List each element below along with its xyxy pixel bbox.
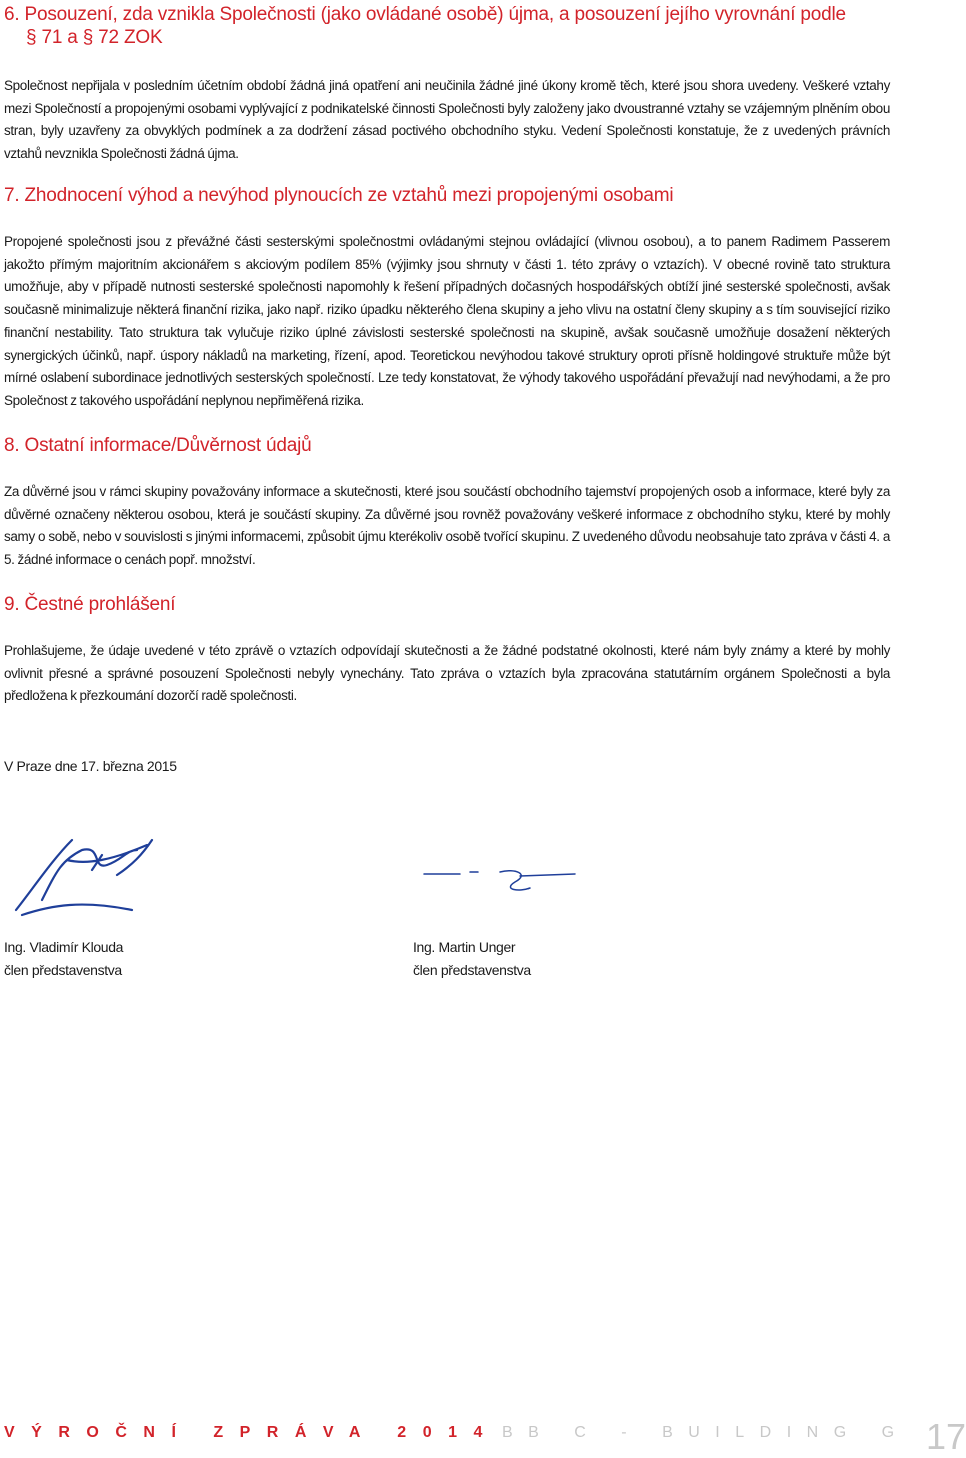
page-footer <box>4 1416 966 1457</box>
signatory-2-name: Ing. Martin Unger <box>413 939 516 955</box>
section-7-text: Propojené společnosti jsou z převážné části sesterskými společnostmi ovládanými stejnou ovládající (vlivnou osobou), a to panem Radimem Passerem jakožto přímým majoritním akcionářem s akciovým podílem 85% (výjimky jsou shrnuty v části 1. této zprávy o vztazích). V obecné rovině tato struktura umožňuje, aby v případě nutnosti sesterské společnosti napomohly k řešení případných dočasných hospodářských obtíží jiné sesterské společnosti, avšak současně minimalizuje některá finanční rizika, jako např. riziko úpadku některého člena skupiny a jeho vlivu na ostatní členy skupiny a s tím související riziko finanční nestability. Tato struktura tak vylučuje riziko úplné závislosti sesterské společnosti na skupině, avšak současně umožňuje dosažení některých synergických účinků, např. úspory nákladů na marketing, řízení, apod. Teoretickou nevýhodou takové struktury oproti přísně holdingové struktuře může být mírné oslabení subordinace jednotlivých sesterských společností. Lze tedy konstatovat, že výhody takového uspořádání převažují nad nevýhodami, a že pro Společnost z takového uspořádání neplynou nepřiměřená rizika. <box>4 234 890 408</box>
section-8-heading: 8. Ostatní informace/Důvěrnost údajů <box>4 435 312 456</box>
footer-report-title: VÝROČNÍ ZPRÁVA 2014 <box>4 1424 499 1441</box>
signatory-1-role: člen představenstva <box>4 962 122 978</box>
section-9-heading: 9. Čestné prohlášení <box>4 594 176 615</box>
footer-company-name: BB C - BUILDING G <box>502 1424 910 1441</box>
signature-unger <box>420 862 580 902</box>
section-9-text: Prohlašujeme, že údaje uvedené v této zprávě o vztazích odpovídají skutečnosti a že žádné podstatné okolnosti, které nám byly známy a které by mohly ovlivnit přesné a správné posouzení Společnosti nebyly vynechány. Tato zpráva o vztazích byla zpracována statutárním orgánem Společnosti a byla předložena k přezkoumání dozorčí radě společnosti. <box>4 643 890 704</box>
section-8-text: Za důvěrné jsou v rámci skupiny považovány informace a skutečnosti, které jsou součástí obchodního tajemství propojených osob a informace, které byly za důvěrné označeny některou osobou, která je součástí skupiny. Za důvěrné jsou rovněž považovány veškeré informace z obchodního styku, které by mohly samy o sobě, nebo v souvislosti s jinými informacemi, způsobit újmu kterékoliv osobě tvořící skupinu. Z uvedeného důvodu neobsahuje tato zpráva v části 4. a 5. žádné informace o cenách popř. množství. <box>4 484 890 568</box>
signatory-1-name: Ing. Vladimír Klouda <box>4 939 124 955</box>
section-6 <box>4 3 890 166</box>
section-6-heading-line1: 6. Posouzení, zda vznikla Společnosti (jako ovládané osobě) újma, a posouzení jejího vyrovnání podle <box>4 4 846 25</box>
signatory-2-role: člen představenstva <box>413 962 531 978</box>
signature-klouda <box>12 830 162 920</box>
section-6-text: Společnost nepřijala v posledním účetním období žádná jiná opatření ani neučinila žádné jiné úkony kromě těch, které jsou shora uvedeny. Veškeré vztahy mezi Společností a propojenými osobami vyplývající z podnikatelské činnosti Společnosti byly založeny jako dvoustranné vztahy se vzájemným plněním obou stran, byly uzavřeny za obvyklých podmínek a za dodržení zásad poctivého obchodního styku. Vedení Společnosti konstatuje, že z uvedených právních vztahů nevznikla Společnosti žádná újma. <box>4 78 890 162</box>
signatory-1 <box>4 936 123 982</box>
section-7 <box>4 184 890 413</box>
section-6-heading-line2: § 71 a § 72 ZOK <box>26 27 163 48</box>
section-6-heading <box>4 3 890 49</box>
footer-page-number: 17 <box>926 1416 966 1457</box>
place-date: V Praze dne 17. března 2015 <box>4 758 177 774</box>
signatory-2 <box>413 936 531 982</box>
section-8 <box>4 434 890 572</box>
section-7-heading: 7. Zhodnocení výhod a nevýhod plynoucích ze vztahů mezi propojenými osobami <box>4 185 674 206</box>
section-9 <box>4 593 890 708</box>
